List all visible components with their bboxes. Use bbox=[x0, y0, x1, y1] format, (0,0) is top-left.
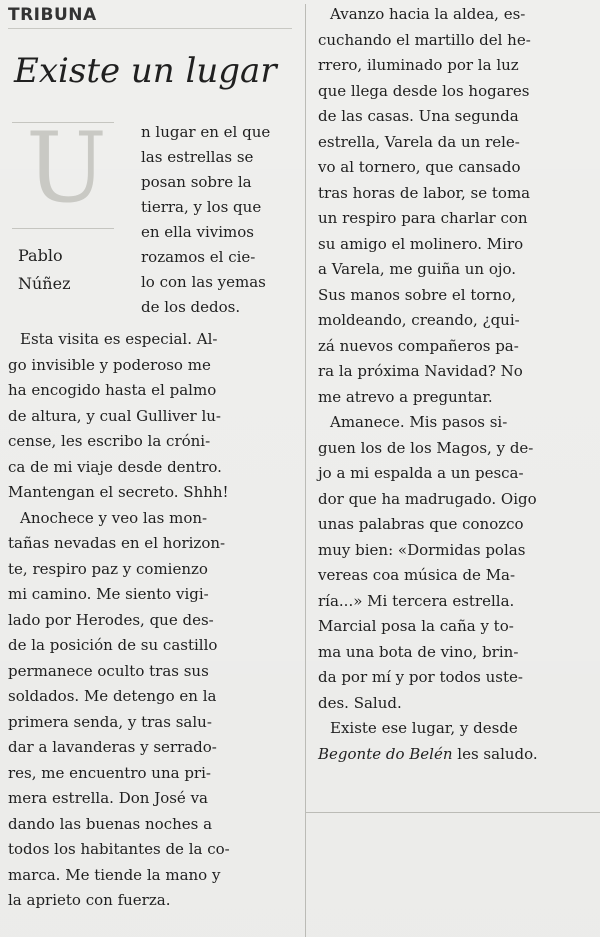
body-line: jo a mi espalda a un pesca- bbox=[318, 464, 524, 482]
body-line: estrella, Varela da un rele- bbox=[318, 132, 520, 151]
left-body-text bbox=[8, 327, 298, 914]
body-line: guen los de los Magos, y de- bbox=[318, 438, 534, 457]
body-line: Avanzo hacia la aldea, es- bbox=[330, 5, 526, 23]
body-line: Anochece y veo las mon- bbox=[20, 508, 208, 527]
lead-line: n lugar en el que bbox=[141, 123, 271, 141]
body-line: vereas coa música de Ma- bbox=[318, 566, 516, 584]
closing-line bbox=[318, 742, 600, 768]
body-line: Esta visita es especial. Al- bbox=[20, 330, 218, 348]
body-line: todos los habitantes de la co- bbox=[8, 840, 230, 858]
body-line: tañas nevadas en el horizon- bbox=[8, 534, 226, 552]
lead-line: posan sobre la bbox=[141, 173, 252, 191]
body-line: un respiro para charlar con bbox=[318, 209, 528, 227]
body-line: dar a lavanderas y serrado- bbox=[8, 738, 217, 756]
body-line: lado por Herodes, que des- bbox=[8, 610, 214, 629]
body-line: Amanece. Mis pasos si- bbox=[330, 413, 508, 431]
dropcap-letter: U bbox=[26, 112, 107, 224]
body-line: Sus manos sobre el torno, bbox=[318, 285, 517, 304]
body-line: unas palabras que conozco bbox=[318, 515, 524, 533]
body-line: zá nuevos compañeros pa- bbox=[318, 336, 519, 355]
body-line: tras horas de labor, se toma bbox=[318, 183, 531, 202]
body-line: Existe ese lugar, y desde bbox=[330, 719, 518, 737]
lead-line: tierra, y los que bbox=[141, 198, 262, 216]
body-line: marca. Me tiende la mano y bbox=[8, 865, 221, 884]
section-label: TRIBUNA bbox=[8, 5, 97, 25]
closing-place-name: Begonte do Belén bbox=[318, 744, 453, 763]
article-headline: Existe un lugar bbox=[14, 51, 277, 91]
body-line: mera estrella. Don José va bbox=[8, 789, 208, 807]
body-line: Marcial posa la caña y to- bbox=[318, 617, 514, 635]
left-column bbox=[8, 0, 294, 937]
body-line: moldeando, creando, ¿qui- bbox=[318, 311, 520, 329]
dropcap-rule-bottom bbox=[12, 228, 114, 229]
body-line: que llega desde los hogares bbox=[318, 81, 530, 100]
body-line: cuchando el martillo del he- bbox=[318, 30, 531, 49]
author-byline bbox=[18, 242, 71, 298]
body-line: ha encogido hasta el palmo bbox=[8, 381, 217, 399]
body-line: ra la próxima Navidad? No bbox=[318, 362, 523, 380]
body-line: de la posición de su castillo bbox=[8, 636, 218, 654]
body-line: me atrevo a preguntar. bbox=[318, 387, 493, 406]
body-line: dor que ha madrugado. Oigo bbox=[318, 489, 537, 508]
body-line: la aprieto con fuerza. bbox=[8, 891, 171, 909]
body-line: a Varela, me guiña un ojo. bbox=[318, 260, 517, 278]
body-line: go invisible y poderoso me bbox=[8, 355, 211, 374]
body-line: res, me encuentro una pri- bbox=[8, 763, 211, 782]
body-line: vo al tornero, que cansado bbox=[318, 158, 521, 176]
lead-paragraph-end bbox=[141, 295, 295, 320]
body-line: des. Salud. bbox=[318, 693, 402, 712]
lead-line: rozamos el cie- bbox=[141, 248, 256, 266]
body-line: soldados. Me detengo en la bbox=[8, 687, 217, 705]
lead-paragraph bbox=[141, 120, 295, 295]
author-first-name: Pablo bbox=[18, 246, 63, 265]
right-column bbox=[318, 0, 600, 937]
lead-line: las estrellas se bbox=[141, 148, 254, 166]
body-line: de altura, y cual Gulliver lu- bbox=[8, 406, 221, 425]
body-line: mi camino. Me siento vigi- bbox=[8, 585, 209, 603]
author-last-name: Núñez bbox=[18, 274, 71, 293]
lead-line: en ella vivimos bbox=[141, 223, 254, 241]
column-divider bbox=[305, 4, 306, 937]
body-line: muy bien: «Dormidas polas bbox=[318, 540, 526, 559]
body-line: rrero, iluminado por la luz bbox=[318, 56, 519, 74]
section-rule bbox=[8, 28, 292, 29]
body-line: Mantengan el secreto. Shhh! bbox=[8, 483, 229, 501]
body-line: da por mí y por todos uste- bbox=[318, 668, 523, 686]
lead-line: lo con las yemas bbox=[141, 273, 266, 291]
body-line: dando las buenas noches a bbox=[8, 814, 213, 833]
lead-line: de los dedos. bbox=[141, 298, 241, 316]
body-line: ma una bota de vino, brin- bbox=[318, 642, 519, 661]
right-body-text bbox=[318, 2, 600, 767]
article-lead-block bbox=[8, 112, 294, 326]
body-line: de las casas. Una segunda bbox=[318, 107, 519, 125]
closing-text: les saludo. bbox=[452, 744, 538, 763]
body-line: permanece oculto tras sus bbox=[8, 661, 209, 680]
body-line: primera senda, y tras salu- bbox=[8, 712, 212, 731]
body-line: ca de mi viaje desde dentro. bbox=[8, 457, 222, 476]
body-line: ría...» Mi tercera estrella. bbox=[318, 591, 515, 610]
dropcap-box bbox=[12, 112, 114, 228]
body-line: cense, les escribo la cróni- bbox=[8, 432, 211, 450]
body-line: te, respiro paz y comienzo bbox=[8, 559, 208, 578]
body-line: su amigo el molinero. Miro bbox=[318, 234, 524, 253]
